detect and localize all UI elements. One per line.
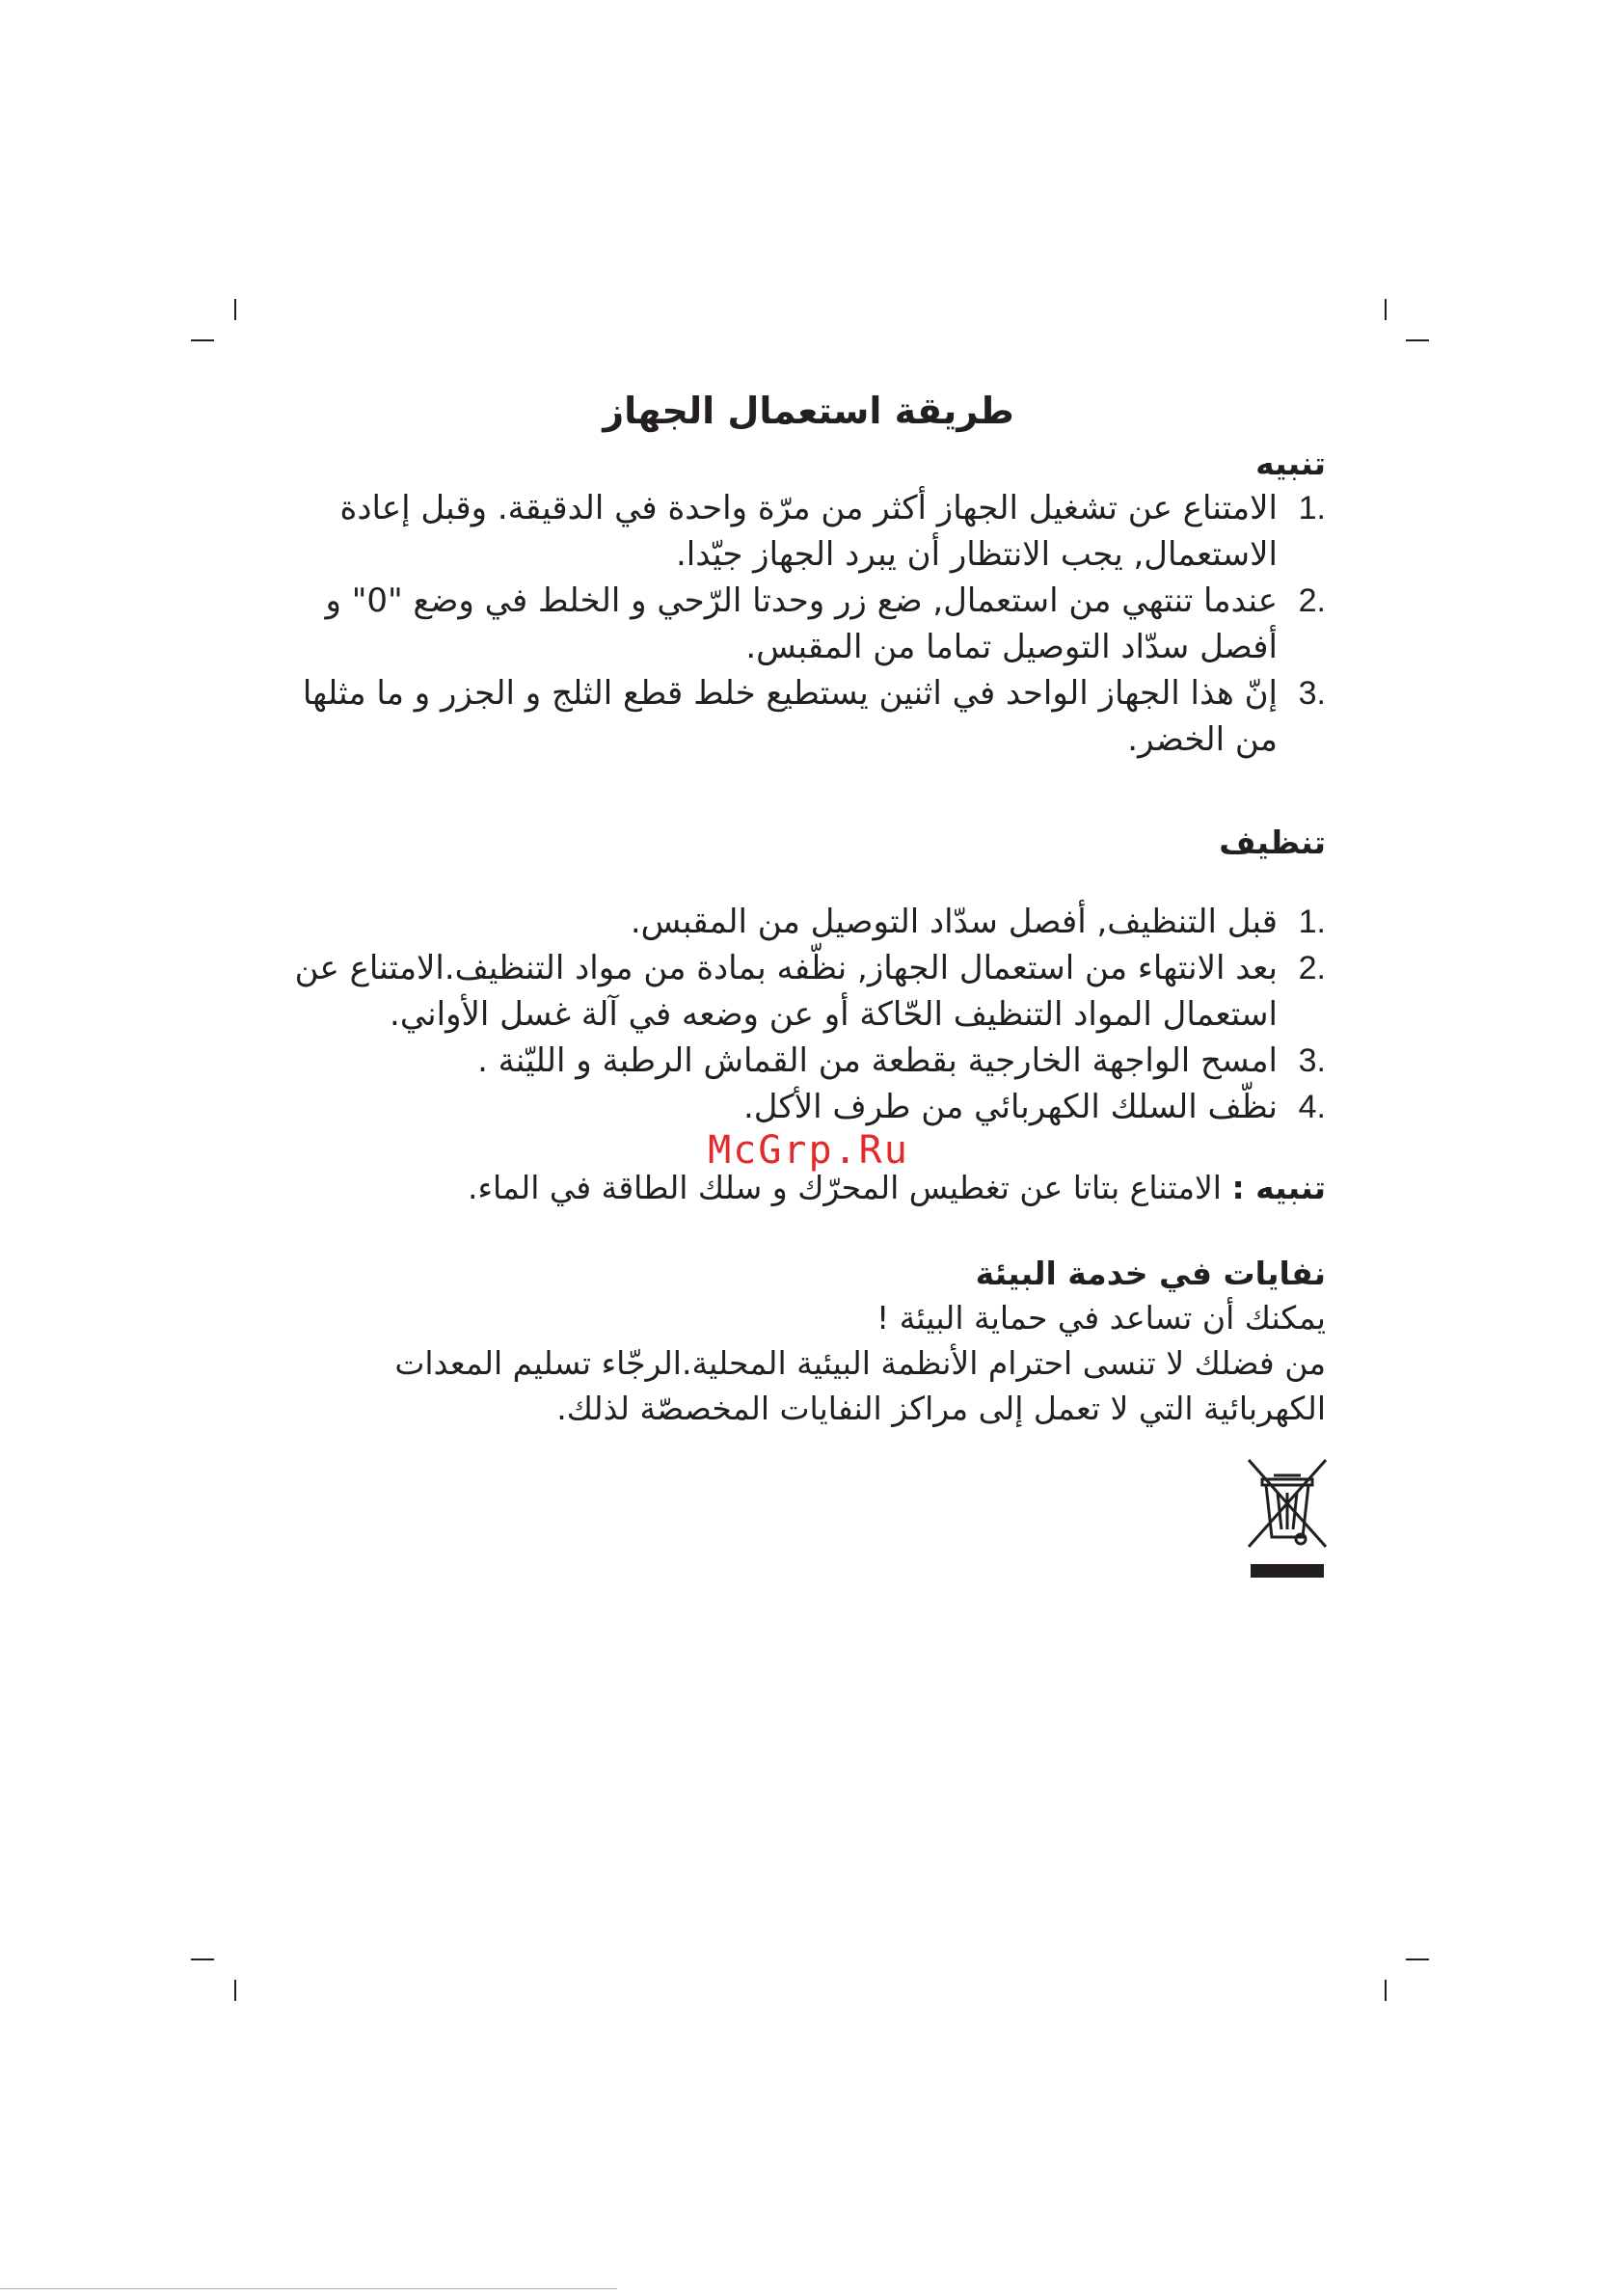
item-number: 1. bbox=[1298, 489, 1326, 527]
crossed-out-wheelie-bin-icon bbox=[1247, 1458, 1328, 1578]
crop-mark-bottom-left-horizontal bbox=[191, 1958, 214, 1960]
environment-section bbox=[294, 1254, 1326, 1431]
cleaning-warning bbox=[294, 1165, 1326, 1210]
item-text: إنّ هذا الجهاز الواحد في اثنين يستطيع خلط قطع الثلج و الجزر و ما مثلها من الخضر. bbox=[302, 673, 1278, 759]
watermark: McGrp.Ru bbox=[708, 1128, 909, 1173]
crop-mark-top-left-horizontal bbox=[191, 339, 214, 341]
item-number: 2. bbox=[1298, 949, 1326, 986]
list-item bbox=[294, 670, 1326, 763]
page-title: طريقة استعمال الجهاز bbox=[603, 390, 1014, 432]
caution-heading: تنبيه bbox=[1255, 445, 1326, 482]
crop-mark-top-left-vertical bbox=[234, 299, 236, 320]
list-item bbox=[294, 578, 1326, 670]
item-text: قبل التنظيف, أفصل سدّاد التوصيل من المقبس. bbox=[630, 902, 1278, 941]
item-number: 2. bbox=[1298, 581, 1326, 619]
item-text: بعد الانتهاء من استعمال الجهاز, نظّفه بمادة من مواد التنظيف.الامتناع عن استعمال المواد التنظيف الحّاكة أو عن وضعه في آلة غسل الأواني. bbox=[294, 948, 1278, 1034]
list-item bbox=[294, 945, 1326, 1038]
list-item bbox=[294, 899, 1326, 945]
warning-text: الامتناع بتاتا عن تغطيس المحرّك و سلك الطاقة في الماء. bbox=[468, 1169, 1222, 1206]
environment-line-2: من فضلك لا تنسى احترام الأنظمة البيئية المحلية.الرجّاء تسليم المعدات الكهربائية التي لا تعمل إلى مراكز النفايات المخصصّة لذلك. bbox=[394, 1343, 1326, 1427]
item-number: 3. bbox=[1298, 1041, 1326, 1079]
item-text: عندما تنتهي من استعمال, ضع زر وحدتا الرّحي و الخلط في وضع "0" و أفصل سدّاد التوصيل تماما من المقبس. bbox=[325, 581, 1278, 666]
item-text: امسح الواجهة الخارجية بقطعة من القماش الرطبة و الليّنة . bbox=[477, 1040, 1278, 1080]
crop-mark-top-right-vertical bbox=[1385, 299, 1387, 320]
list-item bbox=[294, 1084, 1326, 1130]
caution-section bbox=[294, 444, 1326, 763]
warning-label: تنبيه : bbox=[1231, 1169, 1326, 1206]
item-number: 4. bbox=[1298, 1088, 1326, 1125]
list-item bbox=[294, 1038, 1326, 1084]
item-number: 1. bbox=[1298, 903, 1326, 940]
cleaning-list bbox=[294, 899, 1326, 1130]
crop-mark-bottom-right-vertical bbox=[1385, 1980, 1387, 2001]
crop-mark-top-right-horizontal bbox=[1406, 339, 1429, 341]
environment-heading: نفايات في خدمة البيئة bbox=[975, 1255, 1326, 1292]
environment-line-1: يمكنك أن تساعد في حماية البيئة ! bbox=[876, 1298, 1326, 1337]
crop-mark-bottom-left-vertical bbox=[234, 1980, 236, 2001]
item-number: 3. bbox=[1298, 674, 1326, 712]
footer-line bbox=[0, 2288, 617, 2289]
item-text: نظّف السلك الكهربائي من طرف الأكل. bbox=[742, 1087, 1278, 1126]
crop-mark-bottom-right-horizontal bbox=[1406, 1958, 1429, 1960]
cleaning-heading: تنظيف bbox=[1219, 824, 1326, 861]
list-item bbox=[294, 485, 1326, 578]
item-text: الامتناع عن تشغيل الجهاز أكثر من مرّة واحدة في الدقيقة. وقبل إعادة الاستعمال, يجب الانتظار أن يبرد الجهاز جيّدا. bbox=[339, 488, 1278, 574]
caution-list bbox=[294, 485, 1326, 763]
cleaning-section bbox=[294, 823, 1326, 1130]
